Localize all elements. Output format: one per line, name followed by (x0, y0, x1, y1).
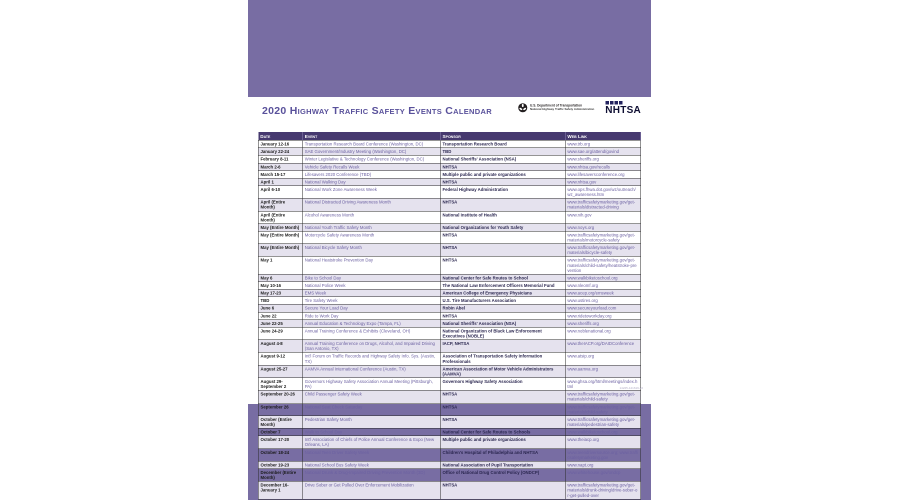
event-cell: National School Bus Safety Week (303, 461, 441, 469)
document-page (248, 0, 651, 500)
web-link-cell[interactable]: www.nih.gov (565, 211, 641, 224)
sponsor-cell: NHTSA (440, 416, 565, 429)
sponsor-cell: NHTSA (440, 231, 565, 244)
web-link-cell[interactable]: www.trafficsafetymarketing.gov/get-materials/child-safety (565, 403, 641, 416)
table-row (258, 148, 641, 156)
sponsor-cell: NHTSA (440, 390, 565, 403)
sponsor-cell: Governors Highway Safety Association (440, 378, 565, 391)
web-link-cell[interactable]: www.aamva.org (565, 365, 641, 378)
event-cell: Annual Education & Technology Expo (Tampa, FL) (303, 320, 441, 328)
web-link-cell[interactable]: www.trafficsafetymarketing.gov/get-materials/child-safety (565, 390, 641, 403)
sponsor-cell: NHTSA (440, 163, 565, 171)
table-row (258, 390, 641, 403)
table-row (258, 378, 641, 391)
web-link-cell[interactable]: www.teendriversource.org; www.trafficsafetymarketing.gov (565, 449, 641, 462)
date-cell: April (Entire Month) (258, 211, 302, 224)
event-cell: Walk to School Day (303, 428, 441, 436)
web-link-cell[interactable]: www.secureyourload.com (565, 304, 641, 312)
date-cell: June 6 (258, 304, 302, 312)
table-row (258, 461, 641, 469)
web-link-cell[interactable]: www.theiacp.org (565, 436, 641, 449)
web-link-cell[interactable]: www.trb.org (565, 140, 641, 148)
calendar-page (248, 97, 651, 498)
event-cell: SAE Government/Industry Meeting (Washington, DC) (303, 148, 441, 156)
web-link-cell[interactable]: www.walkbiketoschool.org (565, 274, 641, 282)
date-cell: May 10-16 (258, 282, 302, 290)
table-row (258, 365, 641, 378)
sponsor-cell: National Association of Pupil Transportation (440, 461, 565, 469)
event-cell: EMS Week (303, 289, 441, 297)
dot-triskelion-icon (518, 103, 528, 113)
date-cell: March 15-17 (258, 171, 302, 179)
web-link-cell[interactable]: www.nhtsa.gov/recalls (565, 163, 641, 171)
date-cell: December 16-January 1 (258, 481, 302, 499)
table-row (258, 403, 641, 416)
event-cell: Bike to School Day (303, 274, 441, 282)
web-link-cell[interactable]: www.trafficsafetymarketing.gov/get-materials/motorcycle-safety (565, 231, 641, 244)
web-link-cell[interactable]: www.nhtsa.gov (565, 178, 641, 186)
event-cell: Child Passenger Safety Week (303, 390, 441, 403)
event-cell: Annual Training Conference on Drugs, Alcohol, and Impaired Driving (San Antonio, TX) (303, 340, 441, 353)
table-row (258, 256, 641, 274)
table-row (258, 140, 641, 148)
date-cell: October (Entire Month) (258, 416, 302, 429)
column-header-web-link: Web Link (565, 132, 641, 140)
event-cell: Alcohol Awareness Month (303, 211, 441, 224)
sponsor-cell: Multiple public and private organizations (440, 171, 565, 179)
events-table-body (258, 140, 641, 499)
web-link-cell[interactable]: www.theIACP.org/DAIDConference (565, 340, 641, 353)
table-row (258, 155, 641, 163)
sponsor-cell: NHTSA (440, 403, 565, 416)
table-row (258, 178, 641, 186)
event-cell: National Bicycle Safety Month (303, 244, 441, 257)
date-cell: February 8-11 (258, 155, 302, 163)
web-link-cell[interactable]: www.noblenational.org (565, 327, 641, 340)
date-cell: September 26 (258, 403, 302, 416)
event-cell: National Distracted Driving Awareness Month (303, 198, 441, 211)
event-cell: National Heatstroke Prevention Day (303, 256, 441, 274)
table-row (258, 312, 641, 320)
sponsor-cell: American College of Emergency Physicians (440, 289, 565, 297)
web-link-cell[interactable]: www.sheriffs.org (565, 320, 641, 328)
event-cell: Int'l Association of Chiefs of Police Annual Conference & Expo (New Orleans, LA) (303, 436, 441, 449)
sponsor-cell: Robin Abel (440, 304, 565, 312)
sponsor-cell: National Organizations for Youth Safety (440, 224, 565, 232)
table-row (258, 352, 641, 365)
date-cell: May (Entire Month) (258, 244, 302, 257)
table-row (258, 416, 641, 429)
sponsor-cell: U.S. Tire Manufacturers Association (440, 297, 565, 305)
web-link-cell[interactable]: www.ghsa.org/html/meetings/index.html (565, 378, 641, 391)
date-cell: TBD (258, 297, 302, 305)
event-cell: Winter Legislative & Technology Conference (Washington, DC) (303, 155, 441, 163)
date-cell: January 12-16 (258, 140, 302, 148)
sponsor-cell: National Sheriffs' Association (NSA) (440, 155, 565, 163)
date-cell: May 1 (258, 256, 302, 274)
sponsor-cell: The National Law Enforcement Officers Memorial Fund (440, 282, 565, 290)
web-link-cell[interactable]: www.trafficsafetymarketing.gov/get-materials/child-safety/heatstroke-prevention (565, 256, 641, 274)
date-cell: January 22-24 (258, 148, 302, 156)
web-link-cell[interactable]: www.trafficsafetymarketing.gov/get-materials/drunk-driving/drive-sober-or-get-pulled-over (565, 481, 641, 499)
web-link-cell[interactable]: www.whitehouse.gov/ondcp (565, 469, 641, 482)
web-link-cell[interactable]: www.ridetoworkday.org (565, 312, 641, 320)
table-row (258, 171, 641, 179)
web-link-cell[interactable]: www.sheriffs.org (565, 155, 641, 163)
table-row (258, 211, 641, 224)
web-link-cell[interactable]: www.napt.org (565, 461, 641, 469)
nhtsa-logo (605, 101, 641, 115)
event-cell: Tire Safety Week (303, 297, 441, 305)
table-row (258, 289, 641, 297)
event-cell: Annual Training Conference & Exhibits (Cleveland, OH) (303, 327, 441, 340)
sponsor-cell: NHTSA (440, 244, 565, 257)
sponsor-cell: Children's Hospital of Philadelphia and NHTSA (440, 449, 565, 462)
sponsor-cell: Association of Transportation Safety Information Professionals (440, 352, 565, 365)
sponsor-cell: Office of National Drug Control Policy (ONDCP) (440, 469, 565, 482)
sponsor-cell: NHTSA (440, 256, 565, 274)
dot-logo-line2: National Highway Traffic Safety Administration (530, 108, 595, 111)
event-cell: Int'l Forum on Traffic Records and Highway Safety Info. Sys. (Austin, TX) (303, 352, 441, 365)
sponsor-cell: National Sheriffs' Association (NSA) (440, 320, 565, 328)
event-cell: Ride to Work Day (303, 312, 441, 320)
date-cell: August 4-8 (258, 340, 302, 353)
event-cell: National Police Week (303, 282, 441, 290)
date-cell: March 2-6 (258, 163, 302, 171)
web-link-cell[interactable]: www.nleomf.org (565, 282, 641, 290)
web-link-cell[interactable]: www.lifesaversconference.org (565, 171, 641, 179)
table-row (258, 481, 641, 499)
date-cell: August 9-12 (258, 352, 302, 365)
table-row (258, 340, 641, 353)
date-cell: May (Entire Month) (258, 231, 302, 244)
date-cell: May 17-23 (258, 289, 302, 297)
table-row (258, 304, 641, 312)
event-cell: Lifesavers 2020 Conference (TBD) (303, 171, 441, 179)
sponsor-cell: National Institute of Health (440, 211, 565, 224)
sponsor-cell: NHTSA (440, 481, 565, 499)
date-cell: December (Entire Month) (258, 469, 302, 482)
table-row (258, 274, 641, 282)
sponsor-cell: NHTSA (440, 178, 565, 186)
date-cell: October 7 (258, 428, 302, 436)
sponsor-cell: American Association of Motor Vehicle Administrators (AAMVA) (440, 365, 565, 378)
sponsor-cell: IACP, NHTSA (440, 340, 565, 353)
date-cell: May 6 (258, 274, 302, 282)
date-cell: September 20-26 (258, 390, 302, 403)
date-cell: October 19-23 (258, 461, 302, 469)
date-cell: June 22 (258, 312, 302, 320)
date-cell: October 17-20 (258, 436, 302, 449)
sponsor-cell: NHTSA (440, 198, 565, 211)
column-header-event: Event (303, 132, 441, 140)
event-cell: National Work Zone Awareness Week (303, 186, 441, 199)
events-table (258, 132, 641, 499)
event-cell: National Drunk & Drug-Impaired Driving Prevention Month (3D) (303, 469, 441, 482)
table-row (258, 231, 641, 244)
table-row (258, 449, 641, 462)
sponsor-cell: National Organization of Black Law Enforcement Executives (NOBLE) (440, 327, 565, 340)
table-row (258, 224, 641, 232)
event-cell: Transportation Research Board Conference (Washington, DC) (303, 140, 441, 148)
web-link-cell[interactable]: www.sae.org/attend/govind (565, 148, 641, 156)
sponsor-cell: National Center for Safe Routes to Schools (440, 428, 565, 436)
table-row (258, 198, 641, 211)
date-cell: August 29-September 2 (258, 378, 302, 391)
table-row (258, 428, 641, 436)
date-cell: April (Entire Month) (258, 198, 302, 211)
sponsor-cell: Transportation Research Board (440, 140, 565, 148)
sponsor-cell: National Center for Safe Routes to School (440, 274, 565, 282)
date-cell: October 18-24 (258, 449, 302, 462)
table-row (258, 282, 641, 290)
event-cell: National Teen Driver Safety Week (303, 449, 441, 462)
column-header-date: Date (258, 132, 302, 140)
sponsor-cell: TBD (440, 148, 565, 156)
event-cell: National Seat Check Saturday (303, 403, 441, 416)
sponsor-cell: NHTSA (440, 312, 565, 320)
table-row (258, 320, 641, 328)
web-link-cell[interactable]: www.noys.org (565, 224, 641, 232)
table-row (258, 244, 641, 257)
table-row (258, 436, 641, 449)
web-link-cell[interactable]: www.trafficsafetymarketing.gov/get-materials/pedestrian-safety (565, 416, 641, 429)
dot-logo-line1: U.S. Department of Transportation (530, 104, 583, 108)
web-link-cell[interactable]: www.acep.org/emsweek (565, 289, 641, 297)
web-link-cell[interactable]: www.trafficsafetymarketing.gov/get-materials/distracted-driving (565, 198, 641, 211)
web-link-cell[interactable]: www.walkbiketoschool.org (565, 428, 641, 436)
table-row (258, 186, 641, 199)
event-cell: Governors Highway Safety Association Annual Meeting (Pittsburgh, PA) (303, 378, 441, 391)
event-cell: Drive Sober or Get Pulled Over Enforcement Mobilization (303, 481, 441, 499)
page-title: 2020 Highway Traffic Safety Events Calendar (262, 105, 492, 117)
date-cell: June 22-25 (258, 320, 302, 328)
sponsor-cell: Multiple public and private organizations (440, 436, 565, 449)
date-cell: April 6-10 (258, 186, 302, 199)
table-row (258, 327, 641, 340)
web-link-cell[interactable]: www.trafficsafetymarketing.gov/get-materials/bicycle-safety (565, 244, 641, 257)
web-link-cell[interactable]: www.ops.fhwa.dot.gov/wz/outreach/wz_awareness.htm (565, 186, 641, 199)
date-cell: May (Entire Month) (258, 224, 302, 232)
web-link-cell[interactable]: www.atsip.org (565, 352, 641, 365)
sponsor-cell: Federal Highway Administration (440, 186, 565, 199)
event-cell: National Walking Day (303, 178, 441, 186)
nhtsa-logo-text: NHTSA (605, 104, 641, 116)
date-cell: April 1 (258, 178, 302, 186)
date-cell: June 24-29 (258, 327, 302, 340)
event-cell: Vehicle Safety Recalls Week (303, 163, 441, 171)
table-row (258, 469, 641, 482)
event-cell: Motorcycle Safety Awareness Month (303, 231, 441, 244)
table-row (258, 297, 641, 305)
web-link-cell[interactable]: www.ustires.org (565, 297, 641, 305)
column-header-sponsor: Sponsor (440, 132, 565, 140)
event-cell: Secure Your Load Day (303, 304, 441, 312)
document-number: 14225-121619-v2 (619, 387, 643, 390)
event-cell: National Youth Traffic Safety Month (303, 224, 441, 232)
event-cell: Pedestrian Safety Month (303, 416, 441, 429)
date-cell: August 25-27 (258, 365, 302, 378)
table-row (258, 163, 641, 171)
table-header-row (258, 132, 641, 140)
us-dot-logo (518, 103, 594, 113)
event-cell: AAMVA Annual International Conference (Austin, TX) (303, 365, 441, 378)
